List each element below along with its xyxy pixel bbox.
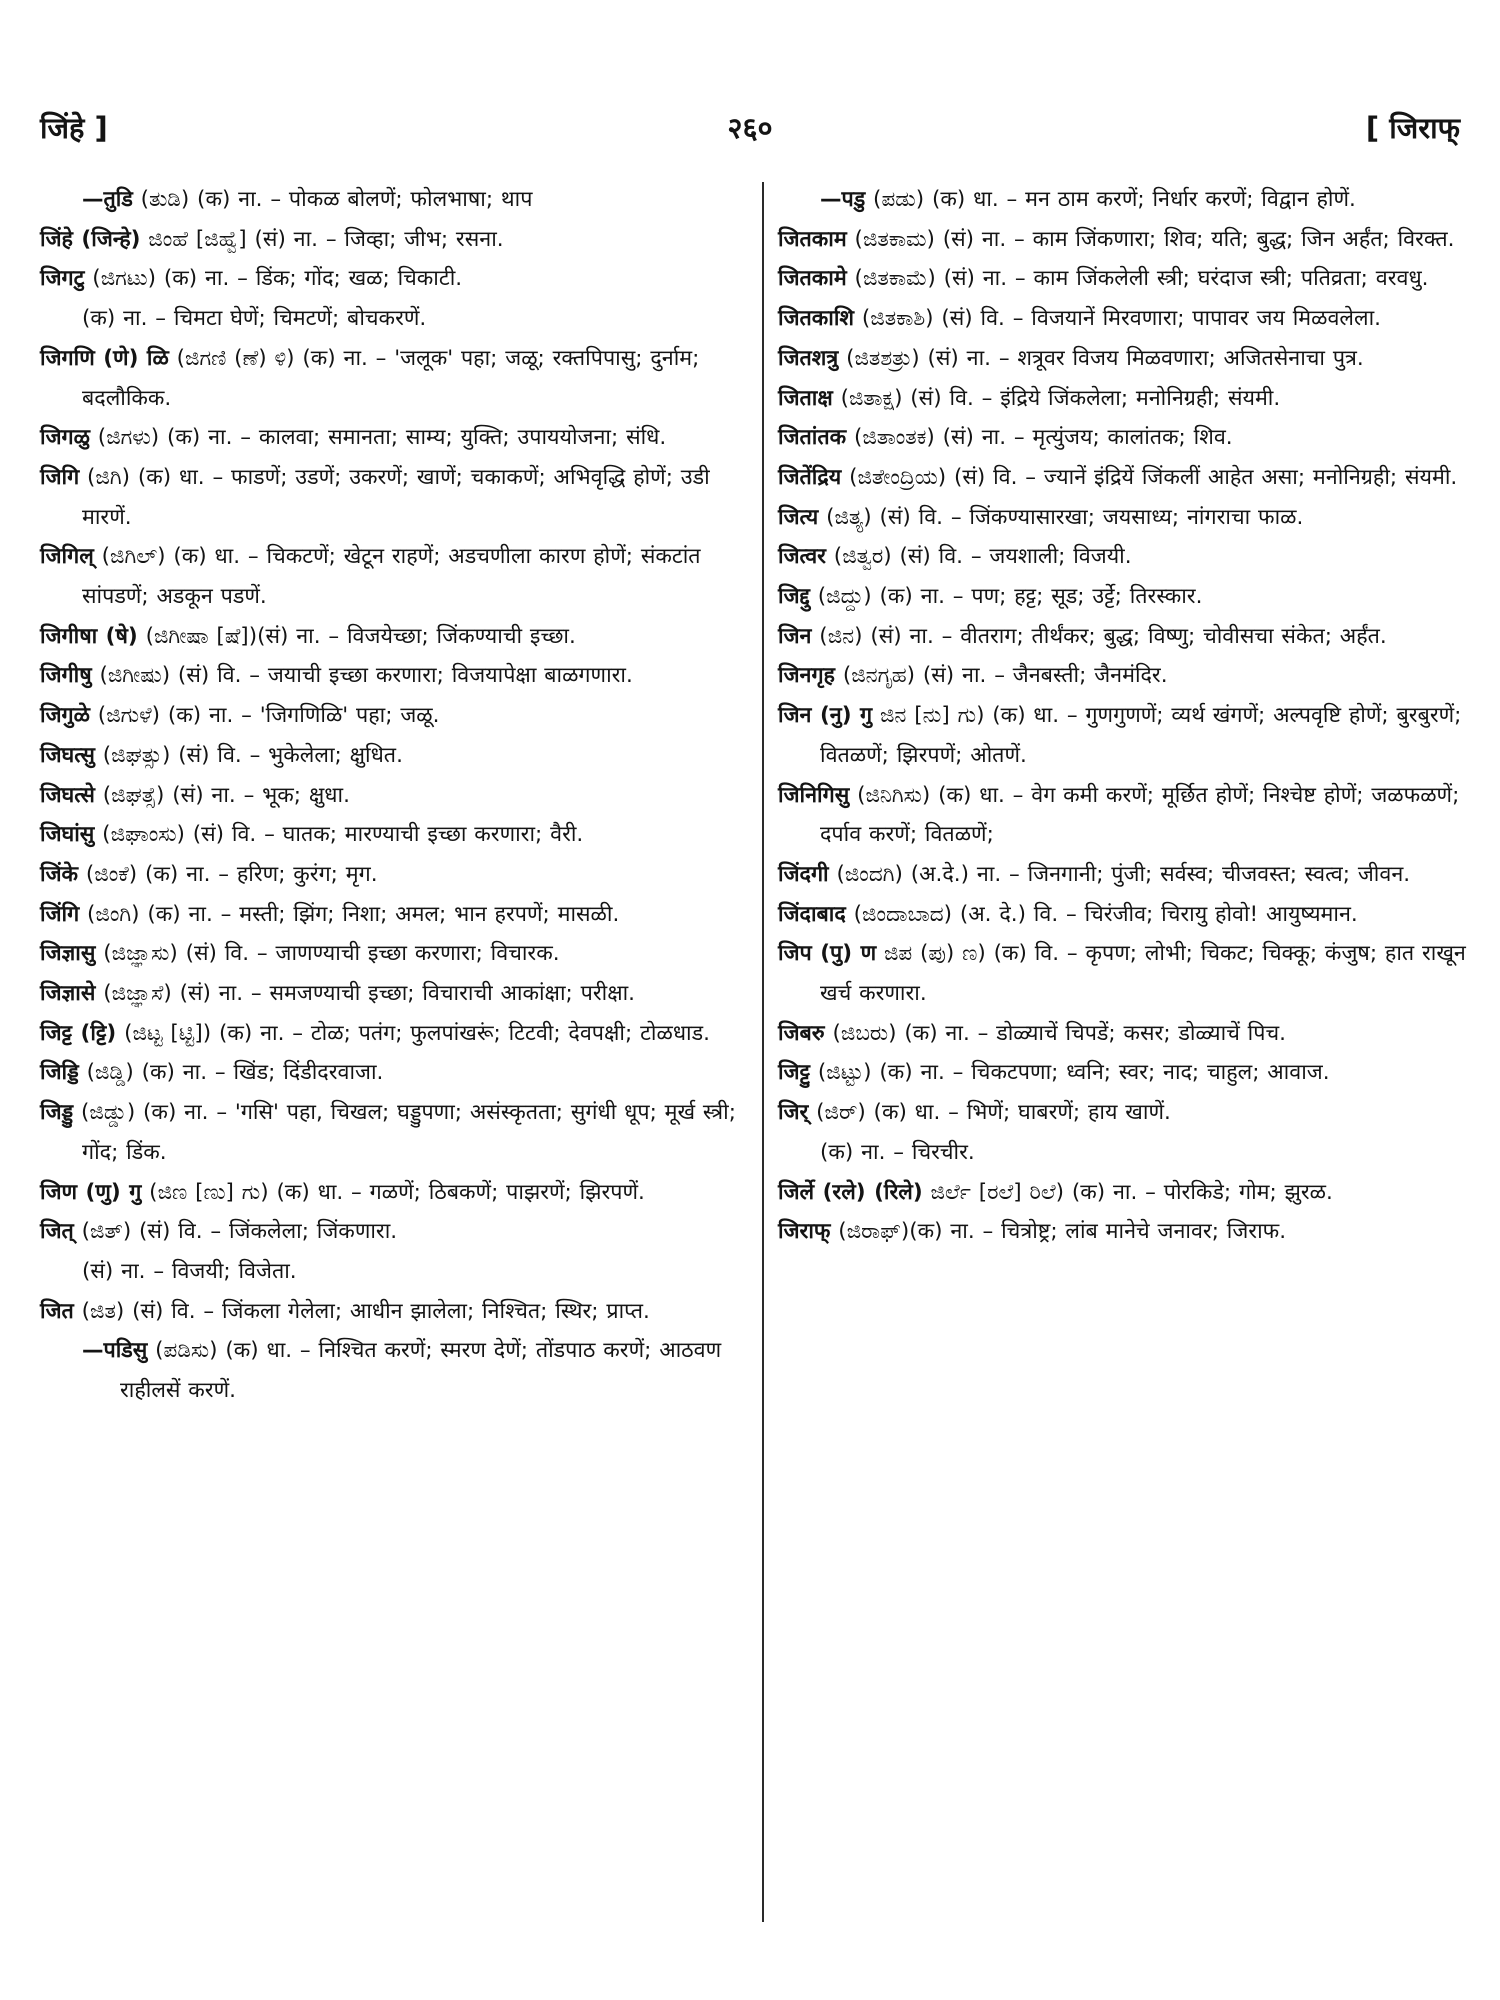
dictionary-entry [778,220,1468,260]
dictionary-entry [40,259,745,299]
definition: (ಜಿಜ್ಞಾಸು) (सं) वि. – जाणण्याची इच्छा करणारा; विचारक. [95,941,560,967]
dictionary-entry [778,379,1468,419]
headword: जितकाशि [778,306,855,332]
dictionary-entry [778,934,1468,1013]
dictionary-entry [40,736,745,776]
definition: ಜಿಂಹೆ [ಜಿಹ್ವೆ] (सं) ना. – जिव्हा; जीभ; रसना. [140,226,504,252]
definition: ಜಿರ್ಲೆ [ರಲೆ] ರಿಲೆ) (क) ना. – पोरकिडे; गोम; झुरळ. [922,1179,1333,1205]
headword: जितेंद्रिय [778,464,842,490]
dictionary-entry [778,656,1468,696]
definition: (ಜಿಘಾಂಸು) (सं) वि. – घातक; मारण्याची इच्छा करणारा; वैरी. [94,822,584,848]
definition: (ಜಿಗಟು) (क) ना. – डिंक; गोंद; खळ; चिकाटी. [84,266,463,292]
headword: जिंगि [40,901,80,927]
dictionary-entry [40,1292,745,1332]
definition: (ಜಿತಕಾಮ) (सं) ना. – काम जिंकणारा; शिव; यति; बुद्ध; जिन अर्हंत; विरक्त. [846,226,1455,252]
definition: ಜಿನ [ನು] ಗು) (क) धा. – गुणगुणणें; व्यर्थ खंगणें; अल्पवृष्टि होणें; बुरबुरणें; वितळणें; झिरपणें; ओतणें. [820,703,1462,768]
definition: (ಜಿತ್) (सं) वि. – जिंकलेला; जिंकणारा. [73,1219,398,1245]
headword: जिण (णु) गु [40,1179,142,1205]
headword: जिन (नु) गु [778,703,873,729]
definition: (ಜಿತಾಕ್ಷ) (सं) वि. – इंद्रिये जिंकलेला; मनोनिग्रही; संयमी. [832,385,1281,411]
headword: जिंके [40,861,79,887]
dictionary-entry [40,1173,745,1213]
definition: (ಜಿಟ್ಟ [ಟ್ಟಿ]) (क) ना. – टोळ; पतंग; फुलपांखरूं; टिटवी; देवपक्षी; टोळधाड. [116,1020,710,1046]
dictionary-entry [40,776,745,816]
headword: जितांतक [778,425,847,451]
dictionary-entry [778,577,1468,617]
headword: जिघांसु [40,822,95,848]
headword: जितकाम [778,226,847,252]
dictionary-entry [40,1212,745,1252]
dictionary-entry [778,1053,1468,1093]
headword: जित [40,1298,74,1324]
dictionary-entry [778,1133,1468,1173]
headword: जिंदाबाद [778,901,846,927]
page-number: २६० [727,111,773,145]
definition: (ಜಿಜ್ಞಾಸೆ) (सं) ना. – समजण्याची इच्छा; विचाराची आकांक्षा; परीक्षा. [95,981,636,1007]
dictionary-entry [40,934,745,974]
definition: (सं) ना. – विजयी; विजेता. [82,1258,297,1284]
dictionary-entry [40,1093,745,1172]
dictionary-entry [40,1053,745,1093]
dictionary-entry [778,259,1468,299]
definition: (ಜಿತಶತ್ರು) (सं) ना. – शत्रूवर विजय मिळवणारा; अजितसेनाचा पुत्र. [838,345,1364,371]
headword: जिड्डि [40,1060,79,1086]
headword: जिराफ् [778,1219,831,1245]
headword: जिघत्सु [40,742,95,768]
headword: —पडिसु [82,1338,148,1364]
definition: (ಜಿರಾಫ್)(क) ना. – चित्रोष्ट्र; लांब मानेचे जनावर; जिराफ. [830,1219,1287,1245]
headword: —पडु [820,187,866,212]
dictionary-entry [40,537,745,616]
column-divider [762,182,764,1922]
dictionary-entry [778,696,1468,775]
definition: (ಜಿಗೀಷು) (सं) वि. – जयाची इच्छा करणारा; विजयापेक्षा बाळगणारा. [91,663,633,689]
definition: (ಜಿಗೀಷಾ [ಷೆ])(सं) ना. – विजयेच्छा; जिंकण्याची इच्छा. [137,623,576,649]
definition: (ಜಿಬರು) (क) ना. – डोळ्याचें चिपडें; कसर; डोळ्याचें पिच. [824,1020,1286,1046]
dictionary-entry [40,617,745,657]
definition: (ಜಿಂಕೆ) (क) ना. – हरिण; कुरंग; मृग. [78,861,378,887]
dictionary-entry [40,339,745,418]
dictionary-entry [40,180,745,220]
dictionary-entry [40,299,745,339]
headword: जिगीषा (षे) [40,623,138,649]
definition: (ಜಿನ) (सं) ना. – वीतराग; तीर्थंकर; बुद्ध; विष्णु; चोवीसचा संकेत; अर्हंत. [811,623,1387,649]
definition: (ಜಿಂದಗಿ) (अ.दे.) ना. – जिनगानी; पुंजी; सर्वस्व; चीजवस्त; स्वत्व; जीवन. [828,861,1411,887]
definition: (ಜಿಂದಾಬಾದ) (अ. दे.) वि. – चिरंजीव; चिरायु होवो! आयुष्यमान. [845,901,1358,927]
definition: (ಜಿತ) (सं) वि. – जिंकला गेलेला; आधीन झालेला; निश्चित; स्थिर; प्राप्त. [73,1298,650,1324]
definition: (ಜಿನಿಗಿಸು) (क) धा. – वेग कमी करणें; मूर्छित होणें; निश्चेष्ट होणें; जळफळणें; दर्पाव करणें; वितळणें; [820,782,1460,848]
header-left-guideword: जिंहे ] [40,111,108,145]
dictionary-entry [778,1014,1468,1054]
definition: (ಜಿತ್ಯ) (सं) वि. – जिंकण्यासारखा; जयसाध्य; नांगराचा फाळ. [818,504,1304,530]
dictionary-entry [778,339,1468,379]
definition: (ಜಿನಗೃಹ) (सं) ना. – जैनबस्ती; जैनमंदिर. [834,663,1168,689]
dictionary-entry [778,776,1468,855]
right-column [778,180,1468,1252]
dictionary-entry [40,656,745,696]
headword: जित् [40,1219,74,1245]
dictionary-entry [778,418,1468,458]
dictionary-entry [778,617,1468,657]
dictionary-entry [40,815,745,855]
headword: जिनगृह [778,663,835,689]
headword: जिगीषु [40,663,92,689]
headword: जितकामे [778,266,847,292]
dictionary-entry [778,1212,1468,1252]
definition: (ಜಿಗಿಲ್) (क) धा. – चिकटणें; खेटून राहणें; अडचणीला कारण होणें; संकटांत सांपडणें; अडकून पडणें. [82,544,701,610]
headword: जिट्ट (ट्टि) [40,1020,117,1046]
headword: जिज्ञासे [40,981,96,1007]
definition: (ಜಿಗಿ) (क) धा. – फाडणें; उडणें; उकरणें; खाणें; चकाकणें; अभिवृद्धि होणें; उडी मारणें. [79,464,710,530]
definition: (ಜಿರ್) (क) धा. – भिणें; घाबरणें; हाय खाणें. [808,1100,1171,1126]
definition: ಜಿಪ (ಪು) ಣ) (क) वि. – कृपण; लोभी; चिकट; चिक्कू; कंजुष; हात राखून खर्च करणारा. [820,941,1466,1007]
dictionary-entry [778,299,1468,339]
definition: (ಜಿದ್ದು) (क) ना. – पण; हट्ट; सूड; उर्ट्टे; तिरस्कार. [809,584,1203,610]
dictionary-entry [778,537,1468,577]
definition: (ಜಿಟ್ಟು) (क) ना. – चिकटपणा; ध्वनि; स्वर; नाद; चाहुल; आवाज. [810,1060,1330,1086]
headword: जिर् [778,1100,809,1126]
definition: (ಪಡಿಸು) (क) धा. – निश्चित करणें; स्मरण देणें; तोंडपाठ करणें; आठवण राहीलसें करणें. [120,1338,722,1404]
dictionary-entry [778,180,1468,220]
dictionary-entry [778,855,1468,895]
dictionary-entry [40,974,745,1014]
definition: (ಜಿತಕಾಶಿ) (सं) वि. – विजयानें मिरवणारा; पापावर जय मिळवलेला. [854,306,1381,332]
definition: (ತುಡಿ) (क) ना. – पोकळ बोलणें; फोलभाषा; थाप [132,187,533,212]
headword: जित्वर [778,544,826,570]
dictionary-entry [40,855,745,895]
headword: जिड्डु [40,1100,74,1126]
definition: (क) ना. – चिमटा घेणें; चिमटणें; बोचकरणें. [82,306,427,332]
headword: जिद्दु [778,584,810,610]
definition: (ಜಿತಕಾಮೆ) (सं) ना. – काम जिंकलेली स्त्री; घरंदाज स्त्री; पतिव्रता; वरवधु. [846,266,1429,292]
dictionary-entry [778,1173,1468,1213]
definition: (ಜಿತಾಂತಕ) (सं) ना. – मृत्युंजय; कालांतक; शिव. [846,425,1233,451]
definition: (ಜಿಡ್ಡು) (क) ना. – 'गसि' पहा, चिखल; घड्डुपणा; असंस्कृतता; सुगंधी धूप; मूर्ख स्त्री; गोंद; डिंक. [73,1100,736,1165]
dictionary-entry [778,458,1468,498]
headword: जिबरु [778,1020,825,1046]
headword: जिंदगी [778,861,829,887]
dictionary-entry [40,696,745,736]
definition: (ಪಡು) (क) धा. – मन ठाम करणें; निर्धार करणें; विद्वान होणें. [865,187,1356,212]
headword: जिगि [40,464,80,490]
headword: जिघत्से [40,782,95,808]
headword: जिगटु [40,266,85,292]
dictionary-entry [40,895,745,935]
headword: जिनिगिसु [778,782,850,808]
headword: जिगणि (णे) ळि [40,345,169,371]
headword: जिन [778,623,812,649]
definition: (ಜಿಡ್ಡಿ) (क) ना. – खिंड; दिंडीदरवाजा. [78,1060,384,1086]
definition: (ಜಿಗಳು) (क) ना. – कालवा; समानता; साम्य; युक्ति; उपाययोजना; संधि. [89,425,667,451]
definition: (ಜಿಣ [ಣು] ಗು) (क) धा. – गळणें; ठिबकणें; पाझरणें; झिरपणें. [141,1179,645,1205]
definition: (ಜಿಘತ್ಸೆ) (सं) ना. – भूक; क्षुधा. [94,782,350,808]
dictionary-entry [40,418,745,458]
left-column [40,180,745,1411]
dictionary-entry [40,1252,745,1292]
definition: (ಜಿಘತ್ಸು) (सं) वि. – भुकेलेला; क्षुधित. [94,742,403,768]
definition: (ಜಿಗುಳೆ) (क) ना. – 'जिगणिळि' पहा; जळू. [89,703,440,729]
headword: —तुडि [82,187,133,212]
definition: (ಜಿತ್ವರ) (सं) वि. – जयशाली; विजयी. [825,544,1132,570]
headword: जिप (पु) ण [778,941,877,967]
dictionary-entry [40,220,745,260]
dictionary-entry [40,1331,745,1410]
dictionary-entry [778,1093,1468,1133]
headword: जितशत्रु [778,345,839,371]
dictionary-entry [40,1014,745,1054]
dictionary-entry [778,895,1468,935]
headword: जिंहे (जिन्हे) [40,226,141,252]
dictionary-entry [778,498,1468,538]
headword: जिर्ले (रले) (रिले) [778,1179,923,1205]
headword: जिट्टु [778,1060,811,1086]
headword: जिज्ञासु [40,941,96,967]
definition: (क) ना. – चिरचीर. [820,1139,975,1165]
headword: जिगिल् [40,544,94,570]
headword: जिगुळे [40,703,90,729]
definition: (ಜಿಂಗಿ) (क) ना. – मस्ती; झिंग; निशा; अमल; भान हरपणें; मासळी. [79,901,620,927]
headword: जित्य [778,504,819,530]
definition: (ಜಿತೇಂದ್ರಿಯ) (सं) वि. – ज्यानें इंद्रियें जिंकलीं आहेत असा; मनोनिग्रही; संयमी. [841,464,1458,490]
headword: जिताक्ष [778,385,833,411]
dictionary-entry [40,458,745,537]
header-right-guideword: [ जिराफ् [1365,111,1460,145]
page-header [40,108,1460,158]
definition: (ಜಿಗಣಿ (ಣೆ) ಳಿ) (क) ना. – 'जलूक' पहा; जळू; रक्तपिपासु; दुर्नाम; बदलौकिक. [82,345,700,411]
headword: जिगळु [40,425,90,451]
